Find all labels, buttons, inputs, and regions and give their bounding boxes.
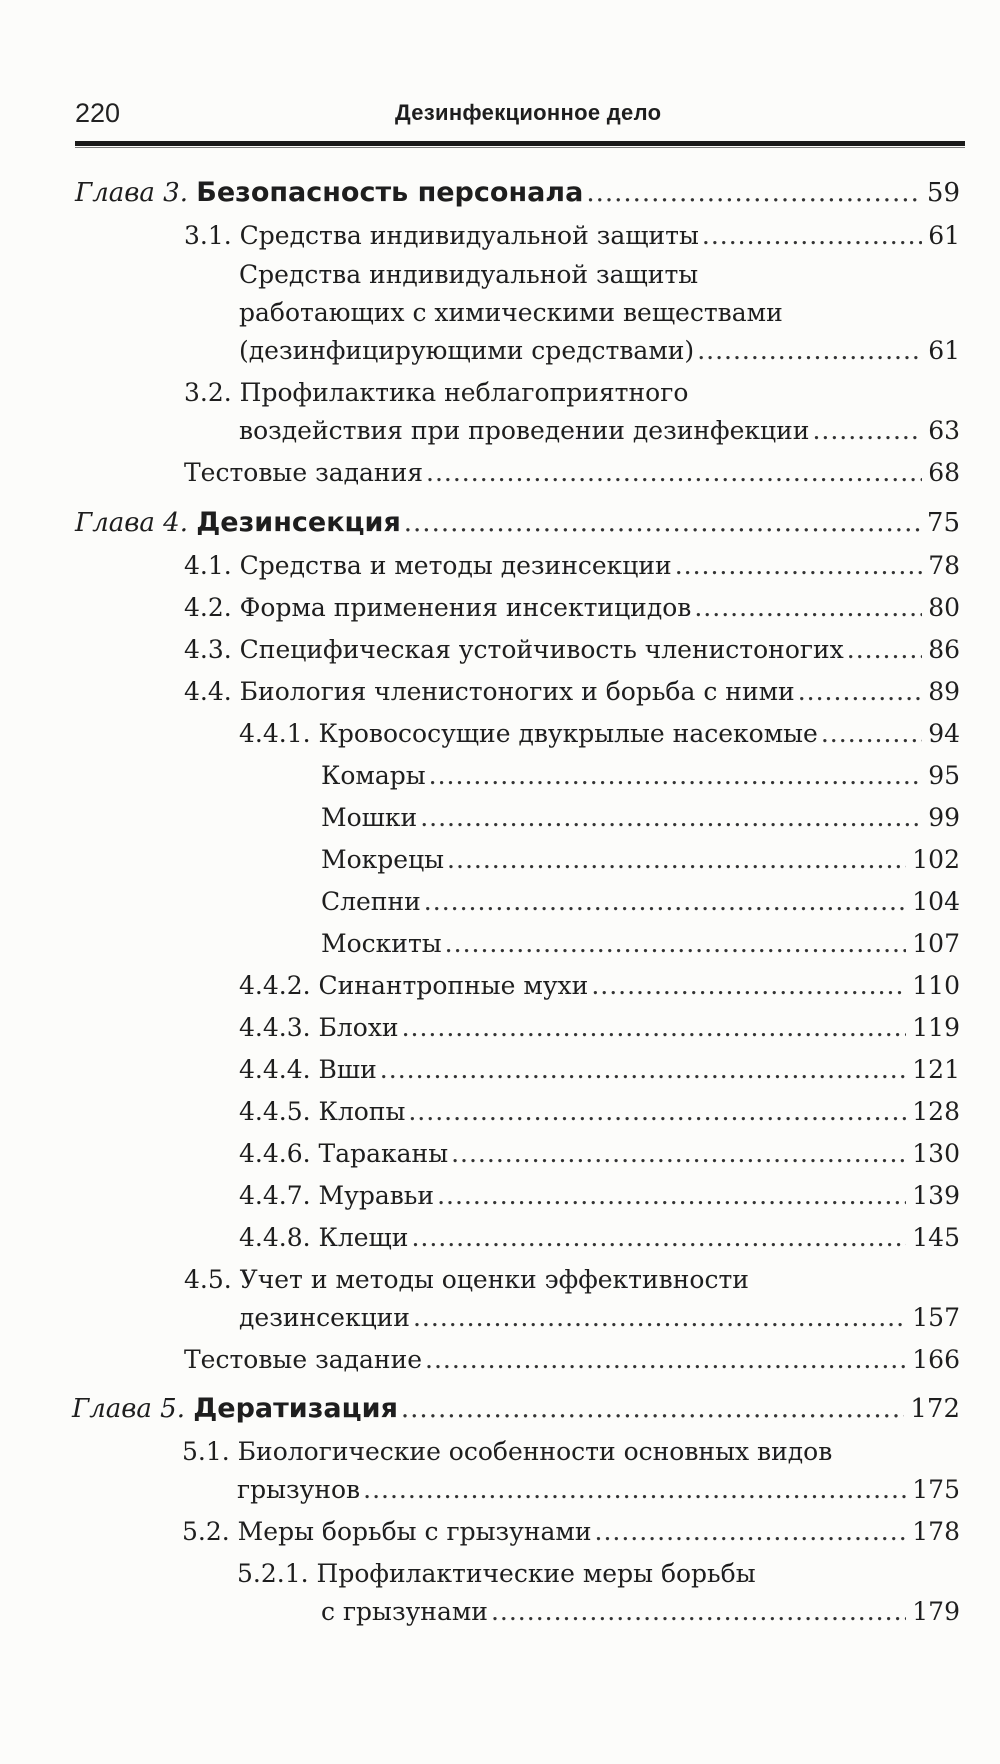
- section-number: 4.3.: [184, 635, 232, 664]
- toc-item-moshki[interactable]: [321, 803, 960, 833]
- page-ref: 89: [928, 677, 960, 706]
- section-title: Меры борьбы с грызунами: [237, 1517, 592, 1546]
- section-number: 5.2.: [182, 1517, 230, 1546]
- page-number: 220: [75, 98, 121, 128]
- section-title: Муравьи: [318, 1181, 435, 1210]
- page-ref: 59: [926, 178, 960, 208]
- dot-leader: [401, 1394, 904, 1424]
- section-number: 3.2.: [184, 378, 232, 407]
- header-rule-thin: [75, 147, 965, 148]
- page-ref: 179: [912, 1597, 960, 1626]
- section-number: 4.5.: [184, 1265, 232, 1294]
- dot-leader: [413, 1303, 906, 1333]
- section-number: 5.2.1.: [237, 1559, 309, 1588]
- dot-leader: [847, 635, 922, 665]
- section-title: Профилактические меры борьбы: [316, 1559, 756, 1588]
- toc-item-moskity[interactable]: [321, 929, 960, 959]
- toc-section-4-4[interactable]: [184, 677, 960, 707]
- toc-section-4-4-3[interactable]: [239, 1013, 960, 1043]
- toc-chapter-4[interactable]: [75, 508, 960, 538]
- chapter-title: Безопасность персонала: [196, 177, 584, 208]
- toc-item-slepni[interactable]: [321, 887, 960, 917]
- toc-section-4-5-line1: [184, 1265, 749, 1295]
- header-rule: [75, 141, 965, 146]
- toc-chapter-5[interactable]: [72, 1394, 960, 1424]
- section-title: Тараканы: [318, 1139, 449, 1168]
- toc-section-3-1[interactable]: [184, 221, 960, 251]
- toc-section-4-2[interactable]: [184, 593, 960, 623]
- chapter-title: Дератизация: [193, 1393, 398, 1424]
- page-ref: 61: [928, 336, 960, 365]
- toc-section-4-4-5[interactable]: [239, 1097, 960, 1127]
- page-ref: 128: [912, 1097, 960, 1126]
- section-number: 5.1.: [182, 1437, 230, 1466]
- page-header: [75, 98, 965, 138]
- chapter-title: Дезинсекция: [196, 507, 401, 538]
- page-ref: 121: [912, 1055, 960, 1084]
- section-number: 4.4.1.: [239, 719, 311, 748]
- page-ref: 61: [928, 221, 960, 250]
- section-number: 4.4.7.: [239, 1181, 311, 1210]
- page-ref: 107: [912, 929, 960, 958]
- section-title: Биологические особенности основных видов: [237, 1437, 833, 1466]
- chapter-label: Глава 4.: [75, 508, 188, 538]
- page-ref: 110: [912, 971, 960, 1000]
- toc-tests-3[interactable]: [184, 458, 960, 488]
- running-title: Дезинфекционное дело: [395, 100, 662, 125]
- toc-section-4-4-6[interactable]: [239, 1139, 960, 1169]
- section-number: 4.4.2.: [239, 971, 311, 1000]
- section-number: 3.1.: [184, 221, 232, 250]
- section-title: Кровососущие двукрылые насекомые: [318, 719, 818, 748]
- toc-item-mokretsy[interactable]: [321, 845, 960, 875]
- toc-section-3-2-line1: [184, 378, 688, 408]
- dot-leader: [586, 178, 921, 208]
- dot-leader: [437, 1181, 906, 1211]
- entry-title: Тестовые задания: [184, 458, 424, 487]
- dot-leader: [702, 221, 922, 251]
- page-ref: 145: [912, 1223, 960, 1252]
- toc-section-4-5[interactable]: [239, 1303, 960, 1333]
- section-title: Учет и методы оценки эффективности: [239, 1265, 749, 1294]
- page-ref: 94: [928, 719, 960, 748]
- dot-leader: [812, 416, 922, 446]
- dot-leader: [380, 1055, 906, 1085]
- dot-leader: [408, 1097, 906, 1127]
- section-title: Средства и методы дезинсекции: [239, 551, 672, 580]
- section-title: Средства индивидуальной защиты: [239, 221, 699, 250]
- toc-section-3-2[interactable]: [239, 416, 960, 446]
- section-title: Вши: [318, 1055, 377, 1084]
- page-ref: 63: [928, 416, 960, 445]
- toc-section-4-4-1[interactable]: [239, 719, 960, 749]
- page-ref: 178: [912, 1517, 960, 1546]
- entry-title: Москиты: [321, 929, 442, 958]
- toc-section-4-3[interactable]: [184, 635, 960, 665]
- section-number: 4.1.: [184, 551, 232, 580]
- page-ref: 157: [912, 1303, 960, 1332]
- page-ref: 86: [928, 635, 960, 664]
- dot-leader: [425, 1345, 906, 1375]
- section-title: Синантропные мухи: [318, 971, 589, 1000]
- dot-leader: [445, 929, 907, 959]
- entry-title: (дезинфицирующими средствами): [239, 336, 695, 365]
- section-number: 4.4.6.: [239, 1139, 311, 1168]
- dot-leader: [821, 719, 922, 749]
- section-number: 4.4.5.: [239, 1097, 311, 1126]
- dot-leader: [491, 1597, 906, 1627]
- toc-section-4-4-7[interactable]: [239, 1181, 960, 1211]
- chapter-label: Глава 3.: [75, 178, 188, 208]
- toc-section-4-1[interactable]: [184, 551, 960, 581]
- entry-title: Мокрецы: [321, 845, 445, 874]
- dot-leader: [363, 1475, 906, 1505]
- dot-leader: [595, 1517, 907, 1547]
- toc-section-4-4-8[interactable]: [239, 1223, 960, 1253]
- entry-title: Слепни: [321, 887, 421, 916]
- page-ref: 95: [928, 761, 960, 790]
- dot-leader: [420, 803, 922, 833]
- dot-leader: [429, 761, 923, 791]
- dot-leader: [675, 551, 922, 581]
- chapter-label: Глава 5.: [72, 1394, 185, 1424]
- dot-leader: [411, 1223, 906, 1253]
- dot-leader: [697, 336, 922, 366]
- section-number: 4.4.: [184, 677, 232, 706]
- page-ref: 175: [912, 1475, 960, 1504]
- dot-leader: [451, 1139, 906, 1169]
- toc-item-komary[interactable]: [321, 761, 960, 791]
- toc-subentry-chemical[interactable]: [239, 336, 960, 366]
- section-title-cont: дезинсекции: [239, 1303, 410, 1332]
- dot-leader: [591, 971, 906, 1001]
- page-ref: 99: [928, 803, 960, 832]
- entry-title: Комары: [321, 761, 426, 790]
- section-title: Биология членистоногих и борьба с ними: [239, 677, 795, 706]
- page-ref: 166: [912, 1345, 960, 1374]
- toc-section-5-2[interactable]: [182, 1517, 960, 1547]
- toc-entry-line: Средства индивидуальной защиты: [239, 260, 699, 289]
- section-number: 4.2.: [184, 593, 232, 622]
- toc-section-5-1-line1: [182, 1437, 832, 1467]
- page-ref: 172: [910, 1394, 960, 1424]
- entry-title: Тестовые задание: [184, 1345, 423, 1374]
- section-title: Клопы: [318, 1097, 406, 1126]
- page-ref: 102: [912, 845, 960, 874]
- entry-title: Мошки: [321, 803, 418, 832]
- dot-leader: [424, 887, 906, 917]
- toc-section-5-2-1[interactable]: [321, 1597, 960, 1627]
- section-title-cont: воздействия при проведении дезинфекции: [239, 416, 810, 445]
- page-ref: 78: [928, 551, 960, 580]
- section-title-cont: с грызунами: [321, 1597, 488, 1626]
- page-ref: 80: [928, 593, 960, 622]
- dot-leader: [694, 593, 922, 623]
- dot-leader: [402, 1013, 907, 1043]
- dot-leader: [426, 458, 922, 488]
- section-title-cont: грызунов: [237, 1475, 361, 1504]
- section-title: Блохи: [318, 1013, 399, 1042]
- section-title: Форма применения инсектицидов: [239, 593, 692, 622]
- section-title: Специфическая устойчивость членистоногих: [239, 635, 844, 664]
- toc-section-5-1[interactable]: [237, 1475, 960, 1505]
- page-ref: 119: [912, 1013, 960, 1042]
- toc-section-4-4-4[interactable]: [239, 1055, 960, 1085]
- dot-leader: [404, 508, 921, 538]
- dot-leader: [447, 845, 906, 875]
- section-number: 4.4.8.: [239, 1223, 311, 1252]
- section-number: 4.4.3.: [239, 1013, 311, 1042]
- dot-leader: [798, 677, 922, 707]
- toc-chapter-3[interactable]: [75, 178, 960, 208]
- section-number: 4.4.4.: [239, 1055, 311, 1084]
- page-ref: 139: [912, 1181, 960, 1210]
- toc-tests-4[interactable]: [184, 1345, 960, 1375]
- toc-entry-line: работающих с химическими веществами: [239, 298, 783, 327]
- section-title: Клещи: [318, 1223, 409, 1252]
- toc-section-5-2-1-line1: [237, 1559, 756, 1589]
- section-title: Профилактика неблагоприятного: [239, 378, 689, 407]
- page-ref: 75: [926, 508, 960, 538]
- page-ref: 130: [912, 1139, 960, 1168]
- page-ref: 68: [928, 458, 960, 487]
- toc-section-4-4-2[interactable]: [239, 971, 960, 1001]
- page-ref: 104: [912, 887, 960, 916]
